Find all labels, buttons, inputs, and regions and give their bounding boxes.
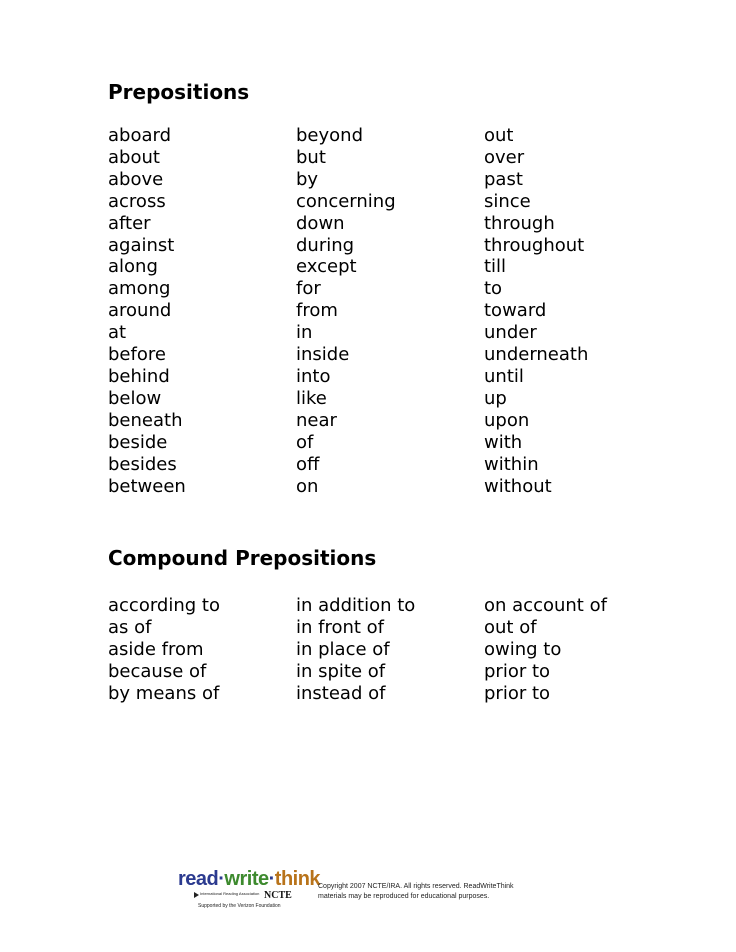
preposition-word: along [108, 256, 158, 278]
arrow-icon [194, 892, 199, 898]
preposition-word: above [108, 168, 164, 190]
preposition-word: concerning [296, 190, 396, 212]
copyright-line-1: Copyright 2007 NCTE/IRA. All rights reserved. ReadWriteThink [318, 883, 514, 890]
preposition-word: before [108, 344, 166, 366]
compound-prepositions-column-2 [296, 595, 415, 705]
preposition-word: by means of [108, 682, 220, 704]
copyright-line-2: materials may be reproduced for educational purposes. [318, 892, 490, 900]
footer [178, 868, 578, 912]
logo-dot-1: · [218, 868, 225, 890]
preposition-word: within [484, 453, 539, 475]
preposition-word: on account of [484, 595, 607, 616]
compound-prepositions-column-3 [484, 595, 607, 705]
preposition-word: underneath [484, 344, 589, 366]
section-title-prepositions: Prepositions [108, 80, 250, 104]
preposition-word: after [108, 212, 151, 234]
preposition-word: without [484, 475, 552, 497]
preposition-word: throughout [484, 234, 585, 256]
preposition-word: in spite of [296, 660, 386, 682]
preposition-word: behind [108, 365, 170, 387]
preposition-word: until [484, 365, 524, 387]
preposition-word: across [108, 190, 166, 212]
preposition-word: of [296, 431, 314, 453]
preposition-word: to [484, 278, 503, 300]
preposition-word: up [484, 387, 507, 409]
prepositions-column-2 [296, 125, 396, 497]
preposition-word: out [484, 125, 514, 146]
preposition-word: as of [108, 616, 152, 638]
readwritethink-logo [178, 868, 320, 890]
preposition-word: aside from [108, 638, 204, 660]
preposition-word: during [296, 234, 355, 256]
preposition-word: on [296, 475, 319, 497]
preposition-word: past [484, 168, 523, 190]
preposition-word: besides [108, 453, 177, 475]
logo-partner-ira: International Reading Association [200, 891, 260, 896]
preposition-word: off [296, 453, 320, 475]
preposition-word: beneath [108, 409, 183, 431]
section-title-compound-prepositions: Compound Prepositions [108, 546, 377, 570]
preposition-word: prior to [484, 660, 551, 682]
preposition-word: with [484, 431, 523, 453]
preposition-word: at [108, 322, 127, 344]
preposition-word: in [296, 322, 313, 344]
preposition-word: below [108, 387, 162, 409]
preposition-word: against [108, 234, 175, 256]
copyright-notice [318, 882, 514, 901]
preposition-word: since [484, 190, 531, 212]
preposition-word: upon [484, 409, 530, 431]
preposition-word: in addition to [296, 595, 416, 616]
prepositions-column-1 [108, 125, 186, 497]
prepositions-column-3 [484, 125, 588, 497]
preposition-word: in front of [296, 616, 385, 638]
preposition-word: in place of [296, 638, 390, 660]
preposition-word: till [484, 256, 507, 278]
preposition-word: like [296, 387, 327, 409]
preposition-word: by [296, 168, 319, 190]
preposition-word: near [296, 409, 337, 431]
preposition-word: except [296, 256, 357, 278]
preposition-word: inside [296, 344, 350, 366]
preposition-word: toward [484, 300, 547, 322]
preposition-word: for [296, 278, 321, 300]
logo-word-write: write [224, 868, 269, 890]
compound-prepositions-column-1 [108, 595, 220, 705]
preposition-word: instead of [296, 682, 386, 704]
preposition-word: out of [484, 616, 537, 638]
preposition-word: through [484, 212, 555, 234]
preposition-word: but [296, 146, 326, 168]
preposition-word: between [108, 475, 186, 497]
preposition-word: beside [108, 431, 168, 453]
preposition-word: among [108, 278, 171, 300]
logo-word-think: think [274, 868, 321, 890]
preposition-word: over [484, 146, 525, 168]
preposition-word: according to [108, 595, 220, 616]
preposition-word: from [296, 300, 338, 322]
logo-dot-2: · [268, 868, 275, 890]
preposition-word: about [108, 146, 160, 168]
preposition-word: aboard [108, 125, 172, 146]
logo-support-line: Supported by the Verizon Foundation [198, 903, 281, 909]
logo-word-read: read [178, 868, 219, 890]
preposition-word: prior to [484, 682, 551, 704]
preposition-word: owing to [484, 638, 562, 660]
preposition-word: under [484, 322, 537, 344]
preposition-word: because of [108, 660, 207, 682]
preposition-word: beyond [296, 125, 363, 146]
preposition-word: into [296, 365, 331, 387]
logo-partner-ncte: NCTE [264, 890, 292, 901]
preposition-word: down [296, 212, 345, 234]
preposition-word: around [108, 300, 172, 322]
